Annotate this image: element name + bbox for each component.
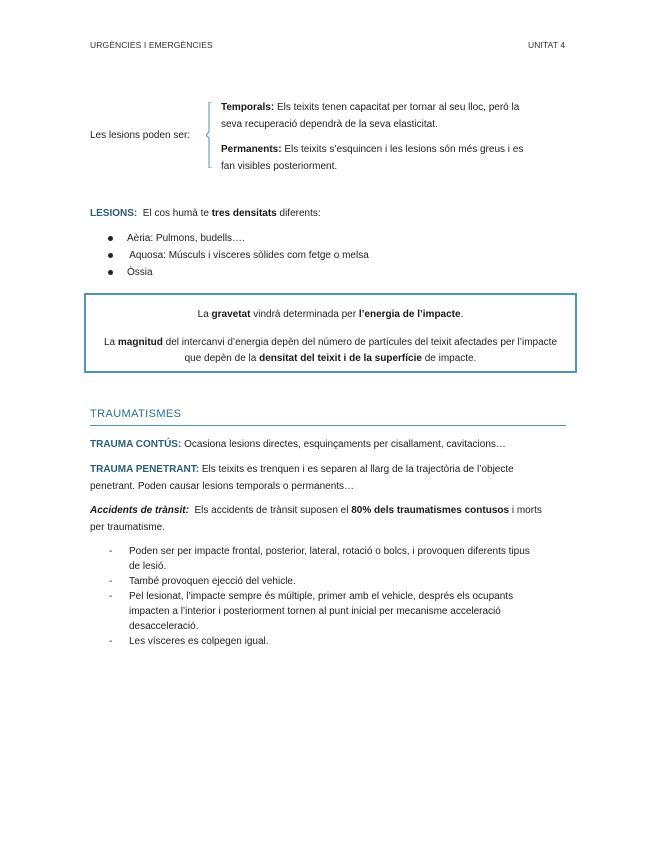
permanents-paragraph: [221, 141, 551, 175]
trauma-contus-paragraph: [90, 436, 570, 453]
trauma-contus-label: TRAUMA CONTÚS:: [90, 439, 182, 450]
trauma-contus-text: Ocasiona lesions directes, esquinçaments per cisallament, cavitacions…: [181, 439, 506, 450]
highlight-box: [84, 293, 577, 373]
dash-item-line: Pel lesionat, l’impacte sempre és múltiple, primer amb el vehicle, després els ocupants: [129, 591, 514, 602]
accidents-pre: Els accidents de trànsit suposen el: [188, 505, 352, 516]
list-item: [108, 230, 369, 247]
list-item: [109, 589, 569, 634]
accidents-paragraph: [90, 502, 570, 536]
dash-item-line: Les vísceres es colpegen igual.: [129, 636, 269, 647]
trauma-penetrant-label: TRAUMA PENETRANT:: [90, 464, 200, 475]
box-l2-mid: del intercanvi d’energia depèn del número de partícules del teixit afectades per l’impacte: [162, 337, 558, 348]
box-l3-bold: densitat del teixit i de la superfície: [259, 353, 422, 364]
box-l2-pre: La: [103, 337, 118, 348]
box-line-1: [86, 309, 575, 320]
box-l3-pre: que depèn de la: [184, 353, 260, 364]
section-divider: [90, 425, 566, 426]
list-item: [109, 544, 569, 574]
temporals-term: Temporals:: [221, 102, 275, 113]
box-l3-post: de impacte.: [421, 353, 477, 364]
list-item: [108, 264, 369, 281]
densitats-bold: tres densitats: [211, 208, 277, 219]
accidents-label: Accidents de trànsit:: [90, 505, 189, 516]
dash-icon: -: [109, 636, 113, 647]
bullet-icon: [108, 253, 113, 258]
brace-icon: [206, 102, 214, 168]
dash-item-line: També provoquen ejecció del vehicle.: [129, 576, 296, 587]
permanents-text-2: fan visibles posteriorment.: [221, 161, 338, 172]
box-l1-pre: La: [197, 309, 212, 320]
dash-item-line: desacceleració.: [129, 621, 199, 632]
dash-item-line: de lesió.: [129, 561, 167, 572]
densitat-item: Òssia: [127, 267, 153, 278]
box-l2-bold: magnitud: [117, 337, 163, 348]
list-item: [109, 574, 569, 589]
lesions-intro: Les lesions poden ser:: [90, 130, 191, 141]
densitats-text-post: diferents:: [276, 208, 321, 219]
densitats-list: [108, 230, 369, 281]
dash-icon: -: [109, 546, 113, 557]
box-l1-bold-2: l’energia de l’impacte: [358, 309, 461, 320]
densitat-item: Aèria: Pulmons, budells….: [127, 233, 245, 244]
section-title: TRAUMATISMES: [90, 408, 182, 420]
accidents-list: [109, 544, 569, 649]
box-line-2: [86, 335, 575, 367]
temporals-text-2: seva recuperació dependrà de la seva elasticitat.: [221, 119, 438, 130]
accidents-line-2: per traumatisme.: [90, 522, 166, 533]
box-l1-bold-1: gravetat: [211, 309, 251, 320]
bullet-icon: [108, 270, 113, 275]
dash-icon: -: [109, 591, 113, 602]
temporals-text-1: Els teixits tenen capacitat per tornar al seu lloc, però la: [274, 102, 520, 113]
densitats-line: [90, 205, 321, 222]
permanents-term: Permanents:: [221, 144, 282, 155]
permanents-text-1: Els teixits s’esquincen i les lesions són més greus i es: [281, 144, 524, 155]
densitats-text-pre: El cos humà te: [137, 208, 212, 219]
dash-item-line: impacten a l’interior i posteriorment tornen al punt inicial per mecanisme acceleració: [129, 606, 501, 617]
header-unit: UNITAT 4: [528, 40, 566, 50]
box-l1-mid: vindrà determinada per: [250, 309, 359, 320]
accidents-post: i morts: [509, 505, 542, 516]
bullet-icon: [108, 236, 113, 241]
dash-item-line: Poden ser per impacte frontal, posterior, lateral, rotació o bolcs, i provoquen diferents tipus: [129, 546, 530, 557]
dash-icon: -: [109, 576, 113, 587]
densitat-item: Aquosa: Músculs i vísceres sòlides com fetge o melsa: [127, 250, 369, 261]
trauma-penetrant-paragraph: [90, 461, 570, 495]
temporals-paragraph: [221, 99, 551, 133]
list-item: [109, 634, 569, 649]
box-l1-post: .: [460, 309, 464, 320]
trauma-penetrant-text-1: Els teixits es trenquen i es separen al llarg de la trajectòria de l’objecte: [199, 464, 514, 475]
lesions-heading: LESIONS:: [90, 208, 138, 219]
trauma-penetrant-text-2: penetrant. Poden causar lesions temporals o permanents…: [90, 481, 355, 492]
accidents-bold: 80% dels traumatismes contusos: [351, 505, 510, 516]
list-item: [108, 247, 369, 264]
header-title: URGÈNCIES I EMERGÈNCIES: [90, 40, 213, 50]
